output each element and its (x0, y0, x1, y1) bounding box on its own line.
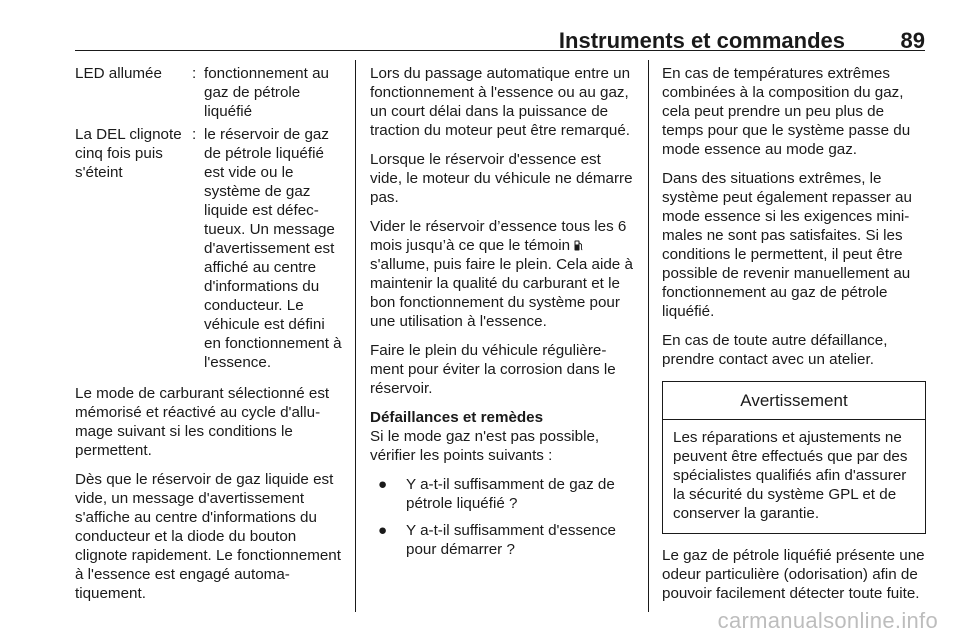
definition-row (75, 64, 345, 121)
paragraph: Si le mode gaz n'est pas possible, vérifier les points suivants : (370, 428, 600, 464)
paragraph: Lors du passage automatique entre un fonctionnement à l'essence ou au gaz, un court délai dans la puissance de traction du moteur peut être remarqué. (370, 65, 631, 139)
column-1 (75, 64, 345, 613)
warning-heading: Avertissement (663, 382, 925, 420)
led-status-list (75, 64, 345, 372)
list-item (370, 475, 635, 513)
watermark: carmanualsonline.info (717, 608, 938, 633)
definition-separator: : (192, 65, 197, 82)
definition-description: le réservoir de gaz de pétrole liquéfié est vide ou le système de gaz liquide est défectueux. Un message d'avertissement est affiché au centre d'informations du conducteur. Le véhicule est défini en fonctionnement à l'essence. (204, 126, 342, 371)
definition-row (75, 125, 345, 372)
paragraph-text: Vider le réservoir d’essence tous les 6 mois jusqu’à ce que le témoin (370, 218, 627, 254)
paragraph: Le mode de carburant sélectionné est mémorisé et réactivé au cycle d'allumage suivant si les conditions le permettent. (75, 385, 330, 459)
paragraph: Le gaz de pétrole liquéfié présente une odeur particulière (odorisation) afin de pouvoir facilement détecter toute fuite. (662, 547, 925, 602)
page-number: 89 (900, 28, 925, 53)
paragraph: Dans des situations extrêmes, le système peut également repasser au mode essence si les exigences minimales ne sont pas satisfaites. Si les conditions le permettent, il peut être possible de revenir manuellement au fonctionnement au gaz de pétrole liquéfié. (662, 170, 912, 320)
paragraph: Faire le plein du véhicule régulièrement pour éviter la corrosion dans le réservoir. (370, 342, 616, 397)
definition-separator: : (192, 126, 197, 143)
paragraph: En cas de toute autre défaillance, prendre contact avec un atelier. (662, 332, 888, 368)
bullet-icon: ● (378, 522, 388, 539)
fuel-pump-icon (574, 240, 583, 251)
column-3 (662, 64, 926, 613)
list-item (370, 521, 635, 559)
list-item-text: Y a-t-il suffisamment d'essence pour démarrer ? (406, 522, 616, 558)
column-2 (370, 64, 635, 567)
checklist (370, 475, 635, 559)
paragraph: Dès que le réservoir de gaz liquide est vide, un message d'avertissement s'affiche au centre d'informations du conducteur et la diode du bouton clignote rapidement. Le fonctionnement à l'essence est engagé automatiquement. (75, 471, 341, 602)
warning-box (662, 381, 926, 534)
column-divider-1 (355, 60, 356, 612)
page-header (75, 18, 925, 51)
definition-term: LED allumée (75, 65, 162, 82)
paragraph: Lorsque le réservoir d'essence est vide, le moteur du véhicule ne démarre pas. (370, 151, 633, 206)
page-title: Instruments et commandes (558, 28, 845, 53)
definition-term: La DEL clignote cinq fois puis s'éteint (75, 126, 182, 181)
column-divider-2 (648, 60, 649, 612)
bullet-icon: ● (378, 476, 388, 493)
definition-description: fonctionnement au gaz de pétrole liquéfié (204, 65, 329, 120)
paragraph-text: s'allume, puis faire le plein. Cela aide à maintenir la qualité du carburant et le bon fonctionnement du système pour une utilisation à l'essence. (370, 256, 633, 330)
warning-body: Les réparations et ajustements ne peuvent être effectués que par des spécialistes qualifiés afin d'assurer la sécurité du système GPL et de conserver la garantie. (673, 429, 908, 522)
section-heading: Défaillances et remèdes (370, 409, 544, 426)
list-item-text: Y a-t-il suffisamment de gaz de pétrole liquéfié ? (406, 476, 615, 512)
paragraph: En cas de températures extrêmes combinées à la composition du gaz, cela peut prendre un peu plus de temps pour que le système passe du mode essence au mode gaz. (662, 65, 911, 158)
paragraph-with-icon (370, 217, 635, 331)
